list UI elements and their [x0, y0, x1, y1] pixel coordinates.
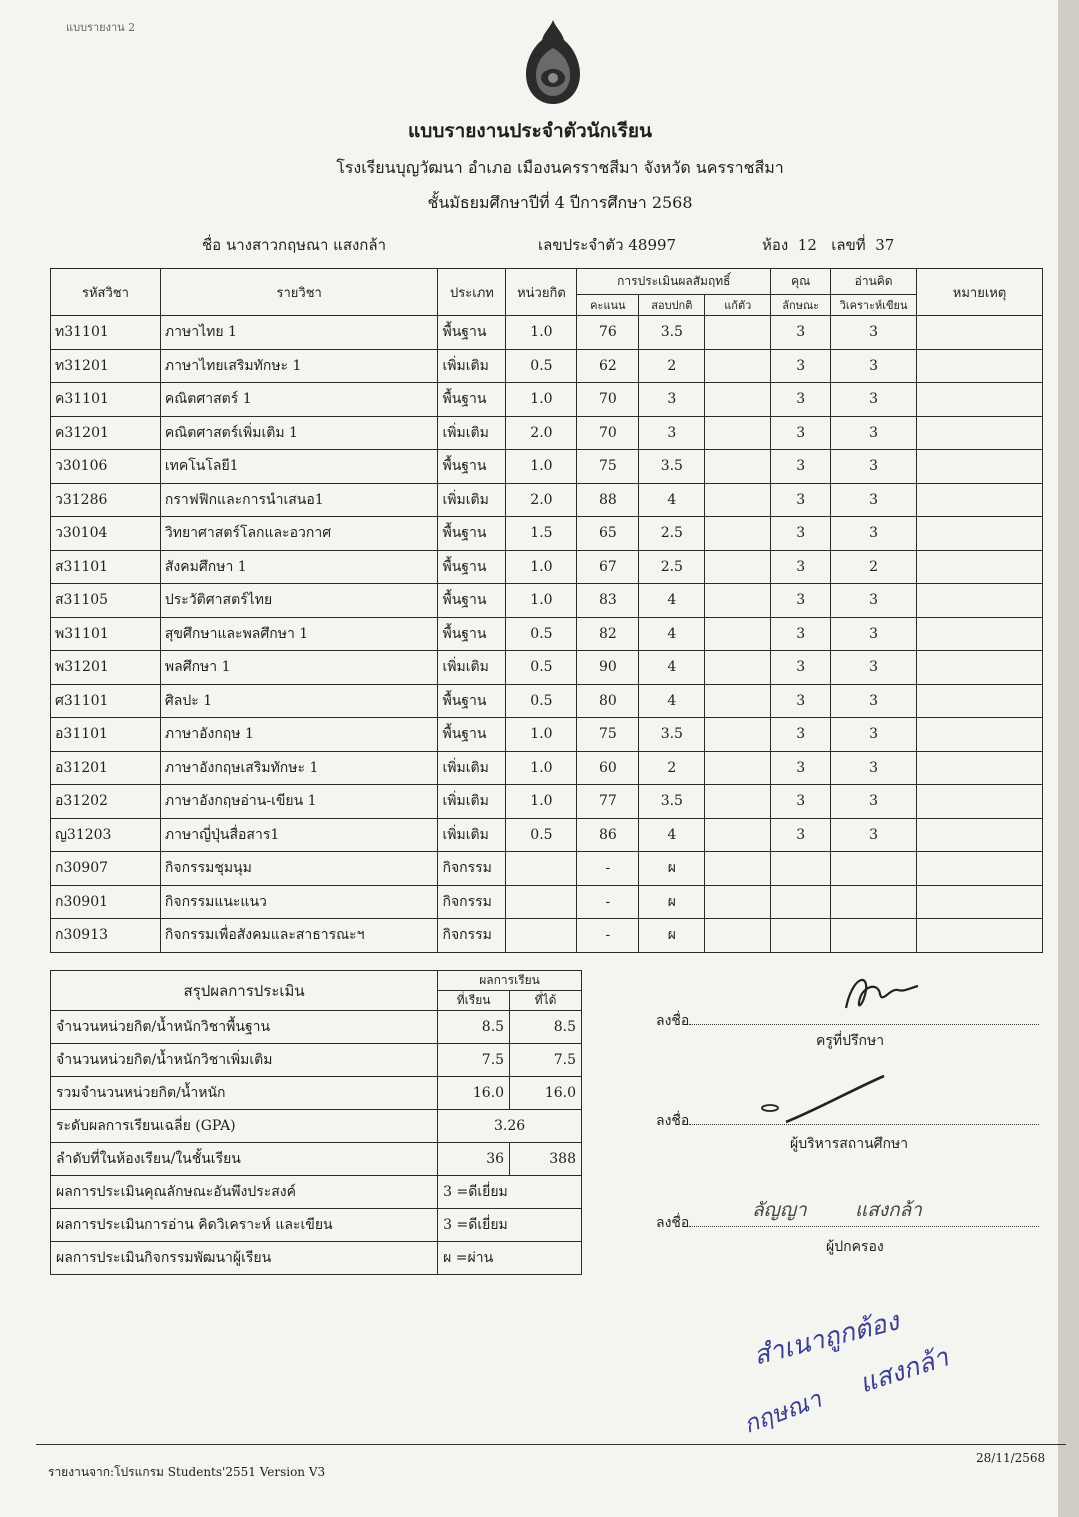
row-type: เพิ่มเติม [438, 651, 506, 685]
row-subject: ประวัติศาสตร์ไทย [160, 584, 438, 618]
footer-source: รายงานจาก:โปรแกรม Students'2551 Version V3 [48, 1465, 326, 1479]
row-type: พื้นฐาน [438, 684, 506, 718]
row-subject: กราฟฟิกและการนำเสนอ1 [160, 483, 438, 517]
advisor-title: ครูที่ปรึกษา [816, 1033, 885, 1049]
table-row [51, 483, 1043, 517]
row-read: 3 [831, 416, 917, 450]
row-read: 3 [831, 349, 917, 383]
row-grade: 3.5 [639, 316, 705, 350]
header-char-top: คุณ [771, 269, 831, 295]
row-credit: 0.5 [506, 684, 577, 718]
row-grade: 3 [639, 416, 705, 450]
table-row [51, 818, 1043, 852]
row-credit: 2.0 [506, 416, 577, 450]
header-retake: แก้ตัว [705, 295, 771, 316]
row-type: พื้นฐาน [438, 718, 506, 752]
row-type: กิจกรรม [438, 919, 506, 953]
grade-rows [51, 316, 1043, 953]
row-subject: กิจกรรมเพื่อสังคมและสาธารณะฯ [160, 919, 438, 953]
row-type: พื้นฐาน [438, 316, 506, 350]
row-retake [705, 517, 771, 551]
row-type: เพิ่มเติม [438, 483, 506, 517]
row-grade: 3.5 [639, 718, 705, 752]
row-grade: 2.5 [639, 550, 705, 584]
table-row [51, 550, 1043, 584]
row-retake [705, 684, 771, 718]
row-code: ส31105 [51, 584, 161, 618]
row-retake [705, 751, 771, 785]
row-score: 76 [577, 316, 639, 350]
summary-row [51, 1077, 582, 1110]
row-grade: 2.5 [639, 517, 705, 551]
row-grade: 4 [639, 818, 705, 852]
row-read: 3 [831, 517, 917, 551]
row-note [917, 416, 1043, 450]
row-read: 3 [831, 316, 917, 350]
summary-row [51, 1011, 582, 1044]
handwritten-certified: สำเนาถูกต้อง [750, 1306, 902, 1372]
table-row [51, 785, 1043, 819]
gpa-value: 3.26 [438, 1110, 582, 1143]
row-note [917, 651, 1043, 685]
row-code: อ31101 [51, 718, 161, 752]
row-credit: 1.0 [506, 785, 577, 819]
row-char: 3 [771, 751, 831, 785]
row-char: 3 [771, 316, 831, 350]
student-name: นางสาวกฤษณา แสงกล้า [225, 236, 386, 254]
table-row [51, 651, 1043, 685]
row-credit: 0.5 [506, 818, 577, 852]
row-code: ว30106 [51, 450, 161, 484]
row-read: 3 [831, 584, 917, 618]
row-subject: ภาษาไทย 1 [160, 316, 438, 350]
row-char: 3 [771, 450, 831, 484]
header-credit: หน่วยกิต [506, 269, 577, 316]
sign-label: ลงชื่อ [656, 1215, 690, 1231]
row-score: 60 [577, 751, 639, 785]
row-grade: 2 [639, 751, 705, 785]
row-note [917, 550, 1043, 584]
header-remarks: หมายเหตุ [917, 269, 1043, 316]
row-code: ส31101 [51, 550, 161, 584]
row-note [917, 885, 1043, 919]
row-code: ท31201 [51, 349, 161, 383]
advisor-signature-mark [838, 968, 922, 1020]
summary-results-header: ผลการเรียน [438, 971, 582, 991]
rank-label: ลำดับที่ในห้องเรียน/ในชั้นเรียน [51, 1143, 438, 1176]
header-score: คะแนน [577, 295, 639, 316]
row-char [771, 852, 831, 886]
row-read: 3 [831, 617, 917, 651]
summary-label: จำนวนหน่วยกิต/น้ำหนักวิชาพื้นฐาน [51, 1011, 438, 1044]
row-read: 3 [831, 383, 917, 417]
director-title: ผู้บริหารสถานศึกษา [790, 1136, 909, 1152]
row-note [917, 785, 1043, 819]
header-code: รหัสวิชา [51, 269, 161, 316]
row-note [917, 349, 1043, 383]
row-note [917, 483, 1043, 517]
row-code: ว30104 [51, 517, 161, 551]
row-grade: 4 [639, 617, 705, 651]
table-row [51, 852, 1043, 886]
table-row [51, 684, 1043, 718]
id-label: เลขประจำตัว [538, 236, 624, 254]
row-subject: คณิตศาสตร์ 1 [160, 383, 438, 417]
row-read: 3 [831, 651, 917, 685]
row-score: 65 [577, 517, 639, 551]
row-score: 70 [577, 383, 639, 417]
row-char [771, 919, 831, 953]
room-label: ห้อง [762, 236, 789, 254]
row-credit: 0.5 [506, 651, 577, 685]
table-row [51, 617, 1043, 651]
row-type: พื้นฐาน [438, 517, 506, 551]
row-type: เพิ่มเติม [438, 416, 506, 450]
row-score: - [577, 919, 639, 953]
row-retake [705, 885, 771, 919]
student-name-field [202, 233, 386, 257]
row-retake [705, 651, 771, 685]
row-subject: ศิลปะ 1 [160, 684, 438, 718]
row-score: 70 [577, 416, 639, 450]
row-retake [705, 584, 771, 618]
row-read: 3 [831, 818, 917, 852]
row-note [917, 919, 1043, 953]
row-credit [506, 919, 577, 953]
table-row [51, 416, 1043, 450]
row-score: - [577, 852, 639, 886]
table-row [51, 517, 1043, 551]
table-row [51, 383, 1043, 417]
row-subject: ภาษาญี่ปุ่นสื่อสาร1 [160, 818, 438, 852]
rank-class: 388 [510, 1143, 582, 1176]
school-emblem-icon [520, 18, 586, 108]
row-score: 67 [577, 550, 639, 584]
class-line: ชั้นมัธยมศึกษาปีที่ 4 ปีการศึกษา 2568 [427, 193, 693, 212]
row-score: 90 [577, 651, 639, 685]
row-type: เพิ่มเติม [438, 785, 506, 819]
grades-table [50, 268, 1043, 953]
row-read [831, 885, 917, 919]
row-credit: 1.0 [506, 383, 577, 417]
row-read: 3 [831, 751, 917, 785]
handwritten-firstname: กฤษณา [739, 1385, 826, 1439]
gpa-label: ระดับผลการเรียนเฉลี่ย (GPA) [51, 1110, 438, 1143]
row-code: ค31201 [51, 416, 161, 450]
row-retake [705, 617, 771, 651]
row-note [917, 852, 1043, 886]
row-subject: คณิตศาสตร์เพิ่มเติม 1 [160, 416, 438, 450]
row-subject: ภาษาอังกฤษ 1 [160, 718, 438, 752]
parent-title: ผู้ปกครอง [826, 1239, 884, 1255]
name-label: ชื่อ [202, 236, 222, 254]
row-type: เพิ่มเติม [438, 818, 506, 852]
row-retake [705, 785, 771, 819]
summary-earned: 8.5 [510, 1011, 582, 1044]
row-code: พ31201 [51, 651, 161, 685]
row-char: 3 [771, 383, 831, 417]
report-title: แบบรายงานประจำตัวนักเรียน [408, 120, 652, 142]
row-score: 88 [577, 483, 639, 517]
paper-edge [1058, 0, 1079, 1517]
row-grade: 2 [639, 349, 705, 383]
read-value: 3 =ดีเยี่ยม [438, 1209, 582, 1242]
parent-handwritten-name: ลัญญา แสงกล้า [752, 1199, 922, 1221]
row-char: 3 [771, 617, 831, 651]
row-type: พื้นฐาน [438, 584, 506, 618]
summary-title: สรุปผลการประเมิน [51, 971, 438, 1011]
row-code: ท31101 [51, 316, 161, 350]
number-label: เลขที่ [831, 236, 866, 254]
row-grade: ผ [639, 919, 705, 953]
row-note [917, 684, 1043, 718]
student-id-field [538, 233, 676, 257]
row-score: 75 [577, 718, 639, 752]
row-char: 3 [771, 349, 831, 383]
row-subject: ภาษาไทยเสริมทักษะ 1 [160, 349, 438, 383]
table-row [51, 349, 1043, 383]
row-char: 3 [771, 718, 831, 752]
header-type: ประเภท [438, 269, 506, 316]
footer-date: 28/11/2568 [976, 1451, 1046, 1465]
row-grade: 3 [639, 383, 705, 417]
row-code: อ31202 [51, 785, 161, 819]
row-subject: กิจกรรมชุมนุม [160, 852, 438, 886]
row-code: ญ31203 [51, 818, 161, 852]
row-code: ค31101 [51, 383, 161, 417]
row-subject: สุขศึกษาและพลศึกษา 1 [160, 617, 438, 651]
row-note [917, 751, 1043, 785]
row-subject: วิทยาศาสตร์โลกและอวกาศ [160, 517, 438, 551]
summary-earned: 7.5 [510, 1044, 582, 1077]
table-row [51, 885, 1043, 919]
student-id: 48997 [628, 236, 677, 254]
room-value: 12 [797, 236, 817, 254]
row-retake [705, 383, 771, 417]
row-grade: ผ [639, 885, 705, 919]
row-credit: 0.5 [506, 349, 577, 383]
row-code: ก30907 [51, 852, 161, 886]
row-credit: 1.5 [506, 517, 577, 551]
summary-studied-header: ที่เรียน [438, 991, 510, 1011]
row-grade: 4 [639, 651, 705, 685]
summary-label: รวมจำนวนหน่วยกิต/น้ำหนัก [51, 1077, 438, 1110]
row-code: ก30901 [51, 885, 161, 919]
row-read [831, 852, 917, 886]
row-read: 2 [831, 550, 917, 584]
summary-studied: 8.5 [438, 1011, 510, 1044]
row-note [917, 517, 1043, 551]
summary-studied: 16.0 [438, 1077, 510, 1110]
row-subject: เทคโนโลยี1 [160, 450, 438, 484]
row-note [917, 718, 1043, 752]
row-type: เพิ่มเติม [438, 349, 506, 383]
row-retake [705, 316, 771, 350]
form-code: แบบรายงาน 2 [66, 21, 136, 34]
header-grade: สอบปกติ [639, 295, 705, 316]
row-code: ศ31101 [51, 684, 161, 718]
row-char: 3 [771, 651, 831, 685]
number-value: 37 [875, 236, 895, 254]
row-grade: ผ [639, 852, 705, 886]
row-char: 3 [771, 785, 831, 819]
header-subject: รายวิชา [160, 269, 438, 316]
row-code: พ31101 [51, 617, 161, 651]
activity-value: ผ =ผ่าน [438, 1242, 582, 1275]
row-char: 3 [771, 517, 831, 551]
row-note [917, 584, 1043, 618]
sign-label: ลงชื่อ [656, 1013, 690, 1029]
summary-label: จำนวนหน่วยกิต/น้ำหนักวิชาเพิ่มเติม [51, 1044, 438, 1077]
row-credit [506, 885, 577, 919]
handwritten-surname: แสงกล้า [855, 1342, 953, 1400]
char-label: ผลการประเมินคุณลักษณะอันพึงประสงค์ [51, 1176, 438, 1209]
row-code: อ31201 [51, 751, 161, 785]
row-note [917, 617, 1043, 651]
row-retake [705, 718, 771, 752]
row-score: 82 [577, 617, 639, 651]
header-read-bottom: วิเคราะห์เขียน [831, 295, 917, 316]
row-retake [705, 349, 771, 383]
row-score: 83 [577, 584, 639, 618]
header-read-top: อ่านคิด [831, 269, 917, 295]
row-score: 77 [577, 785, 639, 819]
school-line: โรงเรียนบุญวัฒนา อำเภอ เมืองนครราชสีมา จังหวัด นครราชสีมา [336, 158, 784, 177]
row-char: 3 [771, 550, 831, 584]
row-retake [705, 852, 771, 886]
row-grade: 4 [639, 684, 705, 718]
table-row [51, 919, 1043, 953]
row-type: พื้นฐาน [438, 617, 506, 651]
row-retake [705, 818, 771, 852]
row-subject: ภาษาอังกฤษเสริมทักษะ 1 [160, 751, 438, 785]
summary-studied: 7.5 [438, 1044, 510, 1077]
row-char: 3 [771, 483, 831, 517]
row-retake [705, 450, 771, 484]
row-credit: 2.0 [506, 483, 577, 517]
row-read: 3 [831, 684, 917, 718]
room-field [762, 233, 894, 257]
summary-earned-header: ที่ได้ [510, 991, 582, 1011]
table-row [51, 751, 1043, 785]
summary-table [50, 970, 582, 1275]
row-subject: พลศึกษา 1 [160, 651, 438, 685]
header-assessment: การประเมินผลสัมฤทธิ์ [577, 269, 771, 295]
row-note [917, 383, 1043, 417]
row-char [771, 885, 831, 919]
row-subject: สังคมศึกษา 1 [160, 550, 438, 584]
footer-divider [36, 1444, 1066, 1445]
row-credit: 1.0 [506, 751, 577, 785]
row-read [831, 919, 917, 953]
row-type: พื้นฐาน [438, 383, 506, 417]
table-row [51, 584, 1043, 618]
table-row [51, 718, 1043, 752]
row-note [917, 450, 1043, 484]
row-credit: 1.0 [506, 550, 577, 584]
summary-earned: 16.0 [510, 1077, 582, 1110]
table-row [51, 450, 1043, 484]
row-char: 3 [771, 416, 831, 450]
row-note [917, 818, 1043, 852]
sign-label: ลงชื่อ [656, 1113, 690, 1129]
row-type: กิจกรรม [438, 852, 506, 886]
row-subject: ภาษาอังกฤษอ่าน-เขียน 1 [160, 785, 438, 819]
row-read: 3 [831, 450, 917, 484]
row-credit: 1.0 [506, 718, 577, 752]
row-read: 3 [831, 718, 917, 752]
row-retake [705, 550, 771, 584]
row-char: 3 [771, 584, 831, 618]
row-subject: กิจกรรมแนะแนว [160, 885, 438, 919]
row-type: พื้นฐาน [438, 450, 506, 484]
table-row [51, 316, 1043, 350]
row-code: ก30913 [51, 919, 161, 953]
char-value: 3 =ดีเยี่ยม [438, 1176, 582, 1209]
row-credit [506, 852, 577, 886]
activity-label: ผลการประเมินกิจกรรมพัฒนาผู้เรียน [51, 1242, 438, 1275]
row-score: 62 [577, 349, 639, 383]
row-char: 3 [771, 684, 831, 718]
row-score: 80 [577, 684, 639, 718]
read-label: ผลการประเมินการอ่าน คิดวิเคราะห์ และเขียน [51, 1209, 438, 1242]
row-score: - [577, 885, 639, 919]
rank-room: 36 [438, 1143, 510, 1176]
row-grade: 4 [639, 584, 705, 618]
row-grade: 3.5 [639, 450, 705, 484]
summary-row [51, 1044, 582, 1077]
row-char: 3 [771, 818, 831, 852]
row-read: 3 [831, 785, 917, 819]
row-retake [705, 483, 771, 517]
row-retake [705, 416, 771, 450]
row-type: เพิ่มเติม [438, 751, 506, 785]
row-type: กิจกรรม [438, 885, 506, 919]
header-char-bottom: ลักษณะ [771, 295, 831, 316]
row-grade: 3.5 [639, 785, 705, 819]
row-code: ว31286 [51, 483, 161, 517]
row-credit: 1.0 [506, 450, 577, 484]
row-retake [705, 919, 771, 953]
row-type: พื้นฐาน [438, 550, 506, 584]
director-signature-mark [756, 1070, 896, 1130]
row-score: 86 [577, 818, 639, 852]
row-credit: 1.0 [506, 584, 577, 618]
row-credit: 0.5 [506, 617, 577, 651]
row-note [917, 316, 1043, 350]
row-credit: 1.0 [506, 316, 577, 350]
row-read: 3 [831, 483, 917, 517]
row-grade: 4 [639, 483, 705, 517]
row-score: 75 [577, 450, 639, 484]
